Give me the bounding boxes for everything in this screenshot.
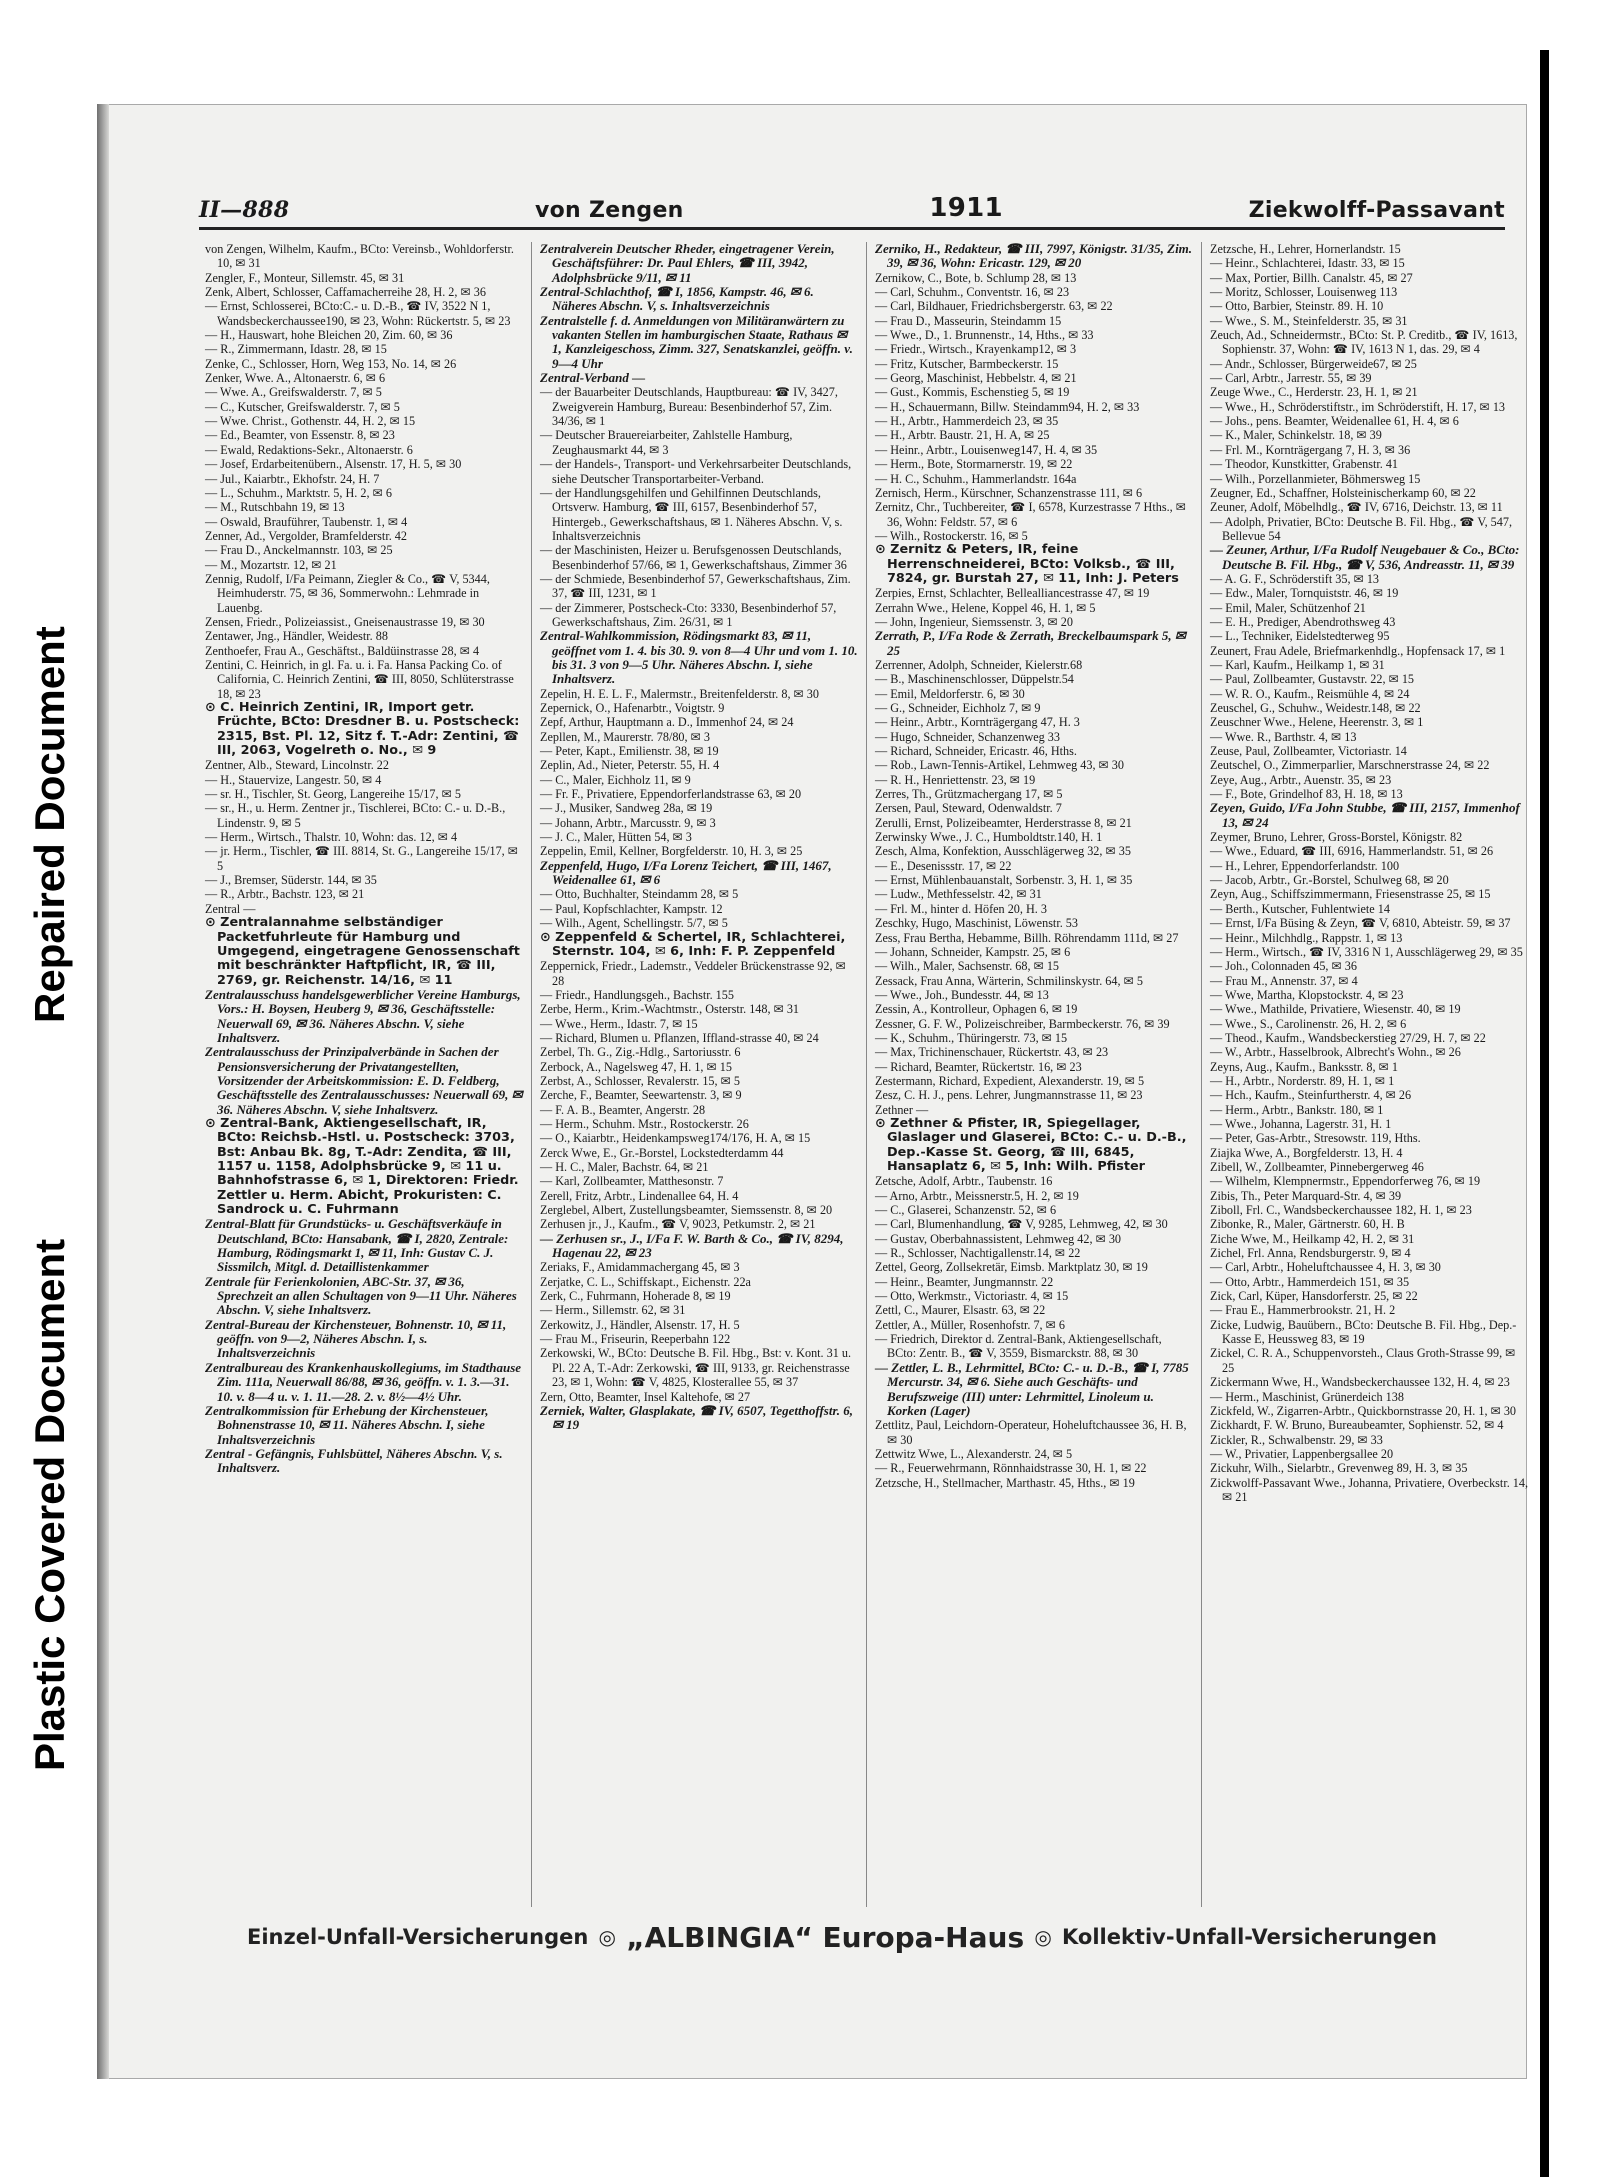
header-right-name: Ziekwolff-Passavant [1248,198,1505,223]
directory-entry: Zenker, Wwe. A., Altonaerstr. 6, ✉ 6 [205,371,386,386]
directory-entry: ⊙ Zethner & Pfister, IR, Spiegellager, Glaslager und Glaserei, BCto: C.- u. D.-B., Dep.-Kasse St. Georg, ☎ III, 6845, Hansaplatz 6, ✉ 5, Inh: Wilh. Pfister [875,1115,1187,1174]
directory-entry: — Wwe., H., Schröderstiftstr., im Schröderstift, H. 17, ✉ 13 [1210,399,1506,414]
directory-entry: — E. H., Prediger, Abendrothsweg 43 [1210,614,1396,629]
directory-entry: — Wwe., Joh., Bundesstr. 44, ✉ 13 [875,987,1049,1002]
directory-entry: Zickfeld, W., Zigarren-Arbtr., Quickbornstrasse 20, H. 1, ✉ 30 [1210,1403,1517,1418]
directory-entry: — der Schmiede, Besenbinderhof 57, Gewerkschaftshaus, Zim. 37, ☎ III, 1231, ✉ 1 [540,571,851,601]
directory-entry: Zeutschel, O., Zimmerparlier, Marschnerstrasse 24, ✉ 22 [1210,758,1490,773]
directory-entry: — Gustav, Oberbahnassistent, Lehmweg 42, ✉ 30 [875,1231,1122,1246]
directory-columns [197,242,1537,1907]
directory-entry: — Wwe., S., Carolinenstr. 26, H. 2, ✉ 6 [1210,1016,1407,1031]
directory-entry: Zerres, Th., Grützmachergang 17, ✉ 5 [875,787,1063,802]
directory-entry: Zennig, Rudolf, I/Fa Peimann, Ziegler & Co., ☎ V, 5344, Heimhuderstr. 75, ✉ 36, Sommerwohn.: Lehmrade in Lauenbg. [205,571,490,615]
directory-entry: — F., Bote, Grindelhof 83, H. 18, ✉ 13 [1210,787,1403,802]
directory-entry: — Otto, Barbier, Steinstr. 89. H. 10 [1210,299,1384,314]
directory-entry: Zettel, Georg, Zollsekretär, Eimsb. Marktplatz 30, ✉ 19 [875,1260,1148,1275]
directory-entry: — John, Ingenieur, Siemssenstr. 3, ✉ 20 [875,614,1073,629]
directory-entry: Zibis, Th., Peter Marquard-Str. 4, ✉ 39 [1210,1188,1402,1203]
directory-entry: Zentralausschuss handelsgewerblicher Vereine Hamburgs, Vors.: H. Boysen, Heuberg 9, ✉ 36, Geschäftsstelle: Neuerwall 69, ✉ 36. Näheres Abschn. V, siehe Inhaltsverz. [205,986,521,1045]
directory-entry: Zerpies, Ernst, Schlachter, Bellealliancestrasse 47, ✉ 19 [875,586,1150,601]
directory-entry: — Ernst, I/Fa Büsing & Zeyn, ☎ V, 6810, Abteistr. 59, ✉ 37 [1210,916,1511,931]
directory-entry: — jr. Herm., Tischler, ☎ III. 8814, St. G., Langereihe 15/17, ✉ 5 [205,844,518,873]
directory-entry: — Paul, Kopfschlachter, Kampstr. 12 [540,901,723,916]
footer-left-text: Einzel-Unfall-Versicherungen [247,1925,589,1949]
directory-entry: Zentralkommission für Erhebung der Kirchensteuer, Bohnenstrasse 10, ✉ 11. Näheres Abschn. I, siehe Inhaltsverzeichnis [205,1402,489,1447]
directory-entry: — H., Arbtr., Norderstr. 89, H. 1, ✉ 1 [1210,1073,1395,1088]
directory-entry: Zess, Frau Bertha, Hebamme, Billh. Röhrendamm 111d, ✉ 27 [875,930,1179,945]
directory-entry: Zepelin, H. E. L. F., Malermstr., Breitenfelderstr. 8, ✉ 30 [540,686,819,701]
directory-entry: — Ewald, Redaktions-Sekr., Altonaerstr. 6 [205,442,413,457]
directory-entry: — Heinr., Arbtr., Louisenweg147, H. 4, ✉ 35 [875,442,1098,457]
directory-entry: Ziche Wwe, M., Heilkamp 42, H. 2, ✉ 31 [1210,1231,1415,1246]
directory-entry: — Herm., Maschinist, Grünerdeich 138 [1210,1389,1404,1404]
directory-entry: Zentini, C. Heinrich, in gl. Fa. u. i. Fa. Hansa Packing Co. of California, C. Heinrich Zentini, ☎ III, 8050, Schlüterstrasse 18, ✉ 23 [205,657,514,701]
directory-entry: — Wilh., Agent, Schellingstr. 5/7, ✉ 5 [540,916,728,931]
directory-entry: — Frau D., Masseurin, Steindamm 15 [875,313,1062,328]
directory-entry: — Herm., Arbtr., Bankstr. 180, ✉ 1 [1210,1102,1384,1117]
directory-entry: — M., Rutschbahn 19, ✉ 13 [205,500,345,515]
directory-entry: — Fritz, Kutscher, Barmbeckerstr. 15 [875,356,1059,371]
directory-entry: — Johann, Arbtr., Marcusstr. 9, ✉ 3 [540,815,716,830]
directory-entry: Zerbel, Th. G., Zig.-Hdlg., Sartoriusstr. 6 [540,1045,741,1060]
directory-entry: Zerniko, H., Redakteur, ☎ III, 7997, Königstr. 31/35, Zim. 39, ✉ 36, Wohn: Ericastr. 129, ✉ 20 [875,242,1193,271]
directory-entry: Zeriaks, F., Amidammachergang 45, ✉ 3 [540,1260,740,1275]
page-content [97,104,1527,2079]
directory-column-3 [867,242,1202,1907]
directory-entry: — F. A. B., Beamter, Angerstr. 28 [540,1102,706,1117]
directory-entry: Zerrahn Wwe., Helene, Koppel 46, H. 1, ✉ 5 [875,600,1096,615]
directory-entry: Zeschky, Hugo, Maschinist, Löwenstr. 53 [875,916,1078,931]
directory-entry: Zeugner, Ed., Schaffner, Holsteinischerkamp 60, ✉ 22 [1210,485,1476,500]
directory-entry: — Wwe., S. M., Steinfelderstr. 35, ✉ 31 [1210,313,1408,328]
directory-entry: — L., Techniker, Eidelstedterweg 95 [1210,629,1390,644]
advertisement-footer [247,1919,1437,1955]
directory-entry: — H., Schauermann, Billw. Steindamm94, H. 2, ✉ 33 [875,399,1140,414]
directory-entry: Zensen, Friedr., Polizeiassist., Gneisenaustrasse 19, ✉ 30 [205,614,485,629]
directory-entry: Zessin, A., Kontrolleur, Ophagen 6, ✉ 19 [875,1002,1078,1017]
directory-entry: — Wilh., Porzellanmieter, Böhmersweg 15 [1210,471,1421,486]
directory-entry: — R., Arbtr., Bachstr. 123, ✉ 21 [205,887,365,902]
directory-entry: Zeye, Aug., Arbtr., Auenstr. 35, ✉ 23 [1210,772,1392,787]
directory-entry: Zeppelin, Emil, Kellner, Borgfelderstr. 10, H. 3, ✉ 25 [540,844,803,859]
directory-entry: — Paul, Zollbeamter, Gustavstr. 22, ✉ 15 [1210,672,1415,687]
directory-entry: — Moritz, Schlosser, Louisenweg 113 [1210,285,1398,300]
directory-entry: — W., Arbtr., Hasselbrook, Albrecht's Wohn., ✉ 26 [1210,1045,1461,1060]
directory-entry: — Otto, Buchhalter, Steindamm 28, ✉ 5 [540,887,739,902]
directory-entry: Zettlitz, Paul, Leichdorn-Operateur, Hoheluftchaussee 36, H. B, ✉ 30 [875,1418,1187,1447]
directory-entry: — Carl, Arbtr., Jarrestr. 55, ✉ 39 [1210,371,1372,386]
directory-entry: Zerbock, A., Nagelsweg 47, H. 1, ✉ 15 [540,1059,732,1074]
directory-entry: — Wwe., Herm., Idastr. 7, ✉ 15 [540,1016,698,1031]
directory-entry: — Andr., Schlosser, Bürgerweide67, ✉ 25 [1210,356,1417,371]
directory-entry: — Deutscher Brauereiarbeiter, Zahlstelle Hamburg, Zeughausmarkt 44, ✉ 3 [540,428,793,457]
directory-entry: Zerwinsky Wwe., J. C., Humboldtstr.140, H. 1 [875,830,1103,845]
directory-entry: Zessner, G. F. W., Polizeischreiber, Barmbeckerstr. 76, ✉ 39 [875,1016,1170,1031]
directory-entry: — Wwe., D., 1. Brunnenstr., 14, Hths., ✉ 33 [875,328,1094,343]
directory-entry: Zernitz, Chr., Tuchbereiter, ☎ I, 6578, Kurzestrasse 7 Hths., ✉ 36, Wohn: Feldstr. 57, ✉ 6 [875,500,1186,529]
directory-entry: — Otto, Werkmstr., Victoriastr. 4, ✉ 15 [875,1289,1069,1304]
directory-entry: — Wwe. A., Greifswalderstr. 7, ✉ 5 [205,385,382,400]
directory-entry: — Herm., Sillemstr. 62, ✉ 31 [540,1303,686,1318]
directory-entry: — Jul., Kaiarbtr., Ekhofstr. 24, H. 7 [205,471,380,486]
directory-entry: — Carl, Schuhm., Conventstr. 16, ✉ 23 [875,285,1070,300]
directory-entry: — Gust., Kommis, Eschenstieg 5, ✉ 19 [875,385,1070,400]
directory-entry: — Peter, Kapt., Emilienstr. 38, ✉ 19 [540,744,719,759]
directory-entry: Zerell, Fritz, Arbtr., Lindenallee 64, H. 4 [540,1188,739,1203]
directory-entry: Zeyen, Guido, I/Fa John Stubbe, ☎ III, 2157, Immenhof 13, ✉ 24 [1210,800,1520,830]
directory-entry: — G., Schneider, Eichholz 7, ✉ 9 [875,701,1041,715]
directory-entry: — H., Stauervize, Langestr. 50, ✉ 4 [205,772,382,787]
directory-entry: Zichel, Frl. Anna, Rendsburgerstr. 9, ✉ 4 [1210,1246,1411,1261]
directory-entry: — Wwe., Eduard, ☎ III, 6916, Hammerlandstr. 51, ✉ 26 [1210,844,1494,859]
directory-entry: Zeymer, Bruno, Lehrer, Gross-Borstel, Königstr. 82 [1210,830,1463,845]
directory-entry: Zerkowski, W., BCto: Deutsche B. Fil. Hbg., Bst: v. Kont. 31 u. Pl. 22 A, T.-Adr: Zerkowski, ☎ III, 9133, gr. Reichenstrasse 23, ✉ 1, Wohn: ☎ V, 4825, Klosterallee 55, ✉ 37 [540,1346,852,1390]
repaired-document-label: Repaired Document [26,626,73,1024]
directory-entry: Zerjatke, C. L., Schiffskapt., Eichenstr. 22a [540,1274,751,1289]
directory-entry: — Arno, Arbtr., Meissnerstr.5, H. 2, ✉ 19 [875,1188,1079,1203]
directory-entry: Zentral-Verband — [540,370,646,386]
plastic-covered-document-label: Plastic Covered Document [26,1238,73,1772]
directory-entry: ⊙ C. Heinrich Zentini, IR, Import getr. Früchte, BCto: Dresdner B. u. Postscheck: 2315, Bst. Pl. 12, Sitz f. T.-Adr: Zentini, ☎ III, 2063, Vogelreth o. No., ✉ 9 [205,700,520,759]
directory-entry: — Herm., Schuhm. Mstr., Rostockerstr. 26 [540,1116,749,1131]
directory-entry: Zepllen, M., Maurerstr. 78/80, ✉ 3 [540,729,710,744]
directory-entry: — Max, Trichinenschauer, Rückertstr. 43, ✉ 23 [875,1045,1109,1060]
directory-entry: — Herm., Wirtsch., ☎ IV, 3316 N 1, Ausschlägerweg 29, ✉ 35 [1210,944,1523,959]
directory-entry: ⊙ Zeppenfeld & Schertel, IR, Schlachterei, Sternstr. 104, ✉ 6, Inh: F. P. Zeppenfeld [540,929,846,959]
directory-entry: — Friedr., Handlungsgeh., Bachstr. 155 [540,987,734,1002]
directory-entry: von Zengen, Wilhelm, Kaufm., BCto: Vereinsb., Wohldorferstr. 10, ✉ 31 [205,242,514,271]
directory-entry: — C., Maler, Eichholz 11, ✉ 9 [540,772,691,787]
directory-entry: Zickwolff-Passavant Wwe., Johanna, Privatiere, Overbeckstr. 14, ✉ 21 [1210,1475,1529,1504]
directory-entry: — Karl, Zollbeamter, Matthesonstr. 7 [540,1174,724,1189]
directory-entry: Zeunert, Frau Adele, Briefmarkenhdlg., Hopfensack 17, ✉ 1 [1210,643,1506,658]
directory-entry: Zenthoefer, Frau A., Geschäftst., Baldüinstrasse 28, ✉ 4 [205,643,480,658]
directory-entry: — A. G. F., Schröderstift 35, ✉ 13 [1210,571,1380,586]
directory-entry: Zerhusen jr., J., Kaufm., ☎ V, 9023, Petkumstr. 2, ✉ 21 [540,1217,816,1232]
directory-entry: — Jacob, Arbtr., Gr.-Borstel, Schulweg 68, ✉ 20 [1210,873,1449,888]
directory-entry: — Johann, Schneider, Kampstr. 25, ✉ 6 [875,944,1071,959]
directory-entry: — Joh., Colonnaden 45, ✉ 36 [1210,959,1357,974]
footer-middle-text: „ALBINGIA“ Europa-Haus [626,1920,1025,1954]
directory-entry: — Zerhusen sr., J., I/Fa F. W. Barth & Co., ☎ IV, 8294, Hagenau 22, ✉ 23 [540,1230,844,1261]
directory-entry: — C., Glaserei, Schanzenstr. 52, ✉ 6 [875,1203,1057,1218]
directory-entry: Zetsche, Adolf, Arbtr., Taubenstr. 16 [875,1174,1053,1189]
directory-entry: Zeuner, Adolf, Möbelhdlg., ☎ IV, 6716, Deichstr. 13, ✉ 11 [1210,500,1503,515]
directory-entry: — L., Schuhm., Marktstr. 5, H. 2, ✉ 6 [205,485,392,500]
directory-entry: Zernisch, Herm., Kürschner, Schanzenstrasse 111, ✉ 6 [875,485,1143,500]
directory-entry: — der Maschinisten, Heizer u. Berufsgenossen Deutschlands, Besenbinderhof 57/66, ✉ 1, Gewerkschaftshaus, Zimmer 36 [540,543,847,572]
directory-entry: — Friedrich, Direktor d. Zentral-Bank, Aktiengesellschaft, BCto: Zentr. B., ☎ V, 3559, Bismarckstr. 88, ✉ 30 [875,1332,1162,1361]
directory-entry: Zestermann, Richard, Expedient, Alexanderstr. 19, ✉ 5 [875,1073,1145,1088]
directory-entry: — H., Arbtr. Baustr. 21, H. A, ✉ 25 [875,428,1050,443]
directory-entry: — der Bauarbeiter Deutschlands, Hauptbureau: ☎ IV, 3427, Zweigverein Hamburg, Bureau: Besenbinderhof 57, Zim. 34/36, ✉ 1 [540,385,838,429]
directory-entry: Zickuhr, Wilh., Sielarbtr., Grevenweg 89, H. 3, ✉ 35 [1210,1461,1468,1476]
directory-entry: — Zettler, L. B., Lehrmittel, BCto: C.- u. D.-B., ☎ I, 7785 Mercurstr. 34, ✉ 6. Siehe auch Geschäfts- und Berufszweige (III) unter: Lehrmittel, Linoleum u. Korken (Lager) [875,1359,1189,1418]
directory-column-2 [532,242,867,1907]
directory-entry: Zeuschel, G., Schuhw., Weidestr.148, ✉ 22 [1210,701,1421,715]
footer-right-text: Kollektiv-Unfall-Versicherungen [1062,1925,1437,1949]
directory-entry: Zentralbureau des Krankenhauskollegiums, im Stadthause Zim. 111a, Neuerwall 86/88, ✉ 36, geöffn. v. 1. 3.—31. 10. v. 8—4 u. v. 1. 11.—28. 2. v. 8½—4½ Uhr. [205,1359,522,1404]
directory-entry: Zerck Wwe, E., Gr.-Borstel, Lockstedterdamm 44 [540,1145,784,1160]
directory-entry: Zentral-Blatt für Grundstücks- u. Geschäftsverkäufe in Deutschland, BCto: Hansabank, ☎ I, 2820, Zentrale: Hamburg, Rödingsmarkt 1, ✉ 11, Inh: Gustav C. J. Sissmilch, Mitgl. d. Detaillistenkammer [205,1216,509,1275]
directory-entry: — Rob., Lawn-Tennis-Artikel, Lehmweg 43, ✉ 30 [875,758,1124,773]
directory-entry: — K., Schuhm., Thüringerstr. 73, ✉ 15 [875,1030,1068,1045]
directory-entry: — R., Schlosser, Nachtigallenstr.14, ✉ 22 [875,1246,1081,1261]
directory-entry: Zettwitz Wwe, L., Alexanderstr. 24, ✉ 5 [875,1446,1073,1461]
header-left-name: von Zengen [535,198,684,223]
directory-entry: — Berth., Kutscher, Fuhlentwiete 14 [1210,901,1390,916]
directory-entry: — Wwe. Christ., Gothenstr. 44, H. 2, ✉ 15 [205,414,416,429]
directory-entry: — W., Privatier, Lappenbergsallee 20 [1210,1446,1394,1461]
directory-entry: — Ed., Beamter, von Essenstr. 8, ✉ 23 [205,428,395,443]
directory-entry: — H., Arbtr., Hammerdeich 23, ✉ 35 [875,414,1059,429]
directory-entry: — Carl, Arbtr., Hoheluftchaussee 4, H. 3, ✉ 30 [1210,1260,1441,1275]
header-year: 1911 [929,193,1003,223]
directory-entry: — E., Desenissstr. 17, ✉ 22 [875,858,1012,873]
directory-entry: — Wilhelm, Klempnermstr., Eppendorferweg 76, ✉ 19 [1210,1174,1481,1189]
directory-entry: — Max, Portier, Billh. Canalstr. 45, ✉ 27 [1210,270,1413,285]
directory-entry: Zettl, C., Maurer, Elsastr. 63, ✉ 22 [875,1303,1046,1318]
directory-entry: — der Handels-, Transport- und Verkehrsarbeiter Deutschlands, siehe Deutscher Transportarbeiter-Verband. [540,457,852,486]
directory-entry: Zentawer, Jng., Händler, Weidestr. 88 [205,629,388,644]
directory-entry: Zersen, Paul, Steward, Odenwaldstr. 7 [875,801,1062,816]
page-number: II—888 [199,197,290,223]
directory-entry: — Peter, Gas-Arbtr., Stresowstr. 119, Hths. [1210,1131,1421,1146]
directory-entry: Zibell, W., Zollbeamter, Pinnebergerweg 46 [1210,1160,1424,1174]
directory-entry: ⊙ Zentralannahme selbständiger Packetfuhrleute für Hamburg und Umgegend, eingetragene Genossenschaft mit beschränkter Haftpflicht, IR, ☎ III, 2769, gr. Reichenstr. 14/16, ✉ 11 [205,915,520,988]
directory-entry: — H. C., Schuhm., Hammerlandstr. 164a [875,471,1077,486]
directory-entry: — K., Maler, Schinkelstr. 18, ✉ 39 [1210,428,1382,443]
directory-entry: — Richard, Beamter, Rückertstr. 16, ✉ 23 [875,1059,1082,1074]
footer-bullet-icon: ◎ [1034,1925,1052,1949]
directory-entry: — Fr. F., Privatiere, Eppendorferlandstrasse 63, ✉ 20 [540,787,802,802]
directory-entry: — Heinr., Beamter, Jungmannstr. 22 [875,1274,1054,1289]
directory-entry: Zibonke, R., Maler, Gärtnerstr. 60, H. B [1210,1217,1405,1232]
page-header [199,186,1505,230]
directory-entry: Zentral-Wahlkommission, Rödingsmarkt 83, ✉ 11, geöffnet vom 1. 4. bis 30. 9. von 8—4 Uhr und vom 1. 10. bis 31. 3 von 9—5 Uhr. Näheres Abschn. I, siehe Inhaltsverz. [540,628,858,687]
directory-entry: — Frau M., Friseurin, Reeperbahn 122 [540,1332,731,1347]
directory-column-1 [197,242,532,1907]
directory-entry: Zenner, Ad., Vergolder, Bramfelderstr. 42 [205,528,407,543]
directory-entry: Zern, Otto, Beamter, Insel Kaltehofe, ✉ 27 [540,1389,751,1404]
directory-entry: — Wwe., Mathilde, Privatiere, Wiesenstr. 40, ✉ 19 [1210,1002,1461,1017]
directory-entry: Zessack, Frau Anna, Wärterin, Schmilinskystr. 64, ✉ 5 [875,973,1143,988]
directory-entry: Zentral - Gefängnis, Fuhlsbüttel, Näheres Abschn. V, s. Inhaltsverz. [205,1445,503,1476]
directory-entry: Zeuge Wwe., C., Herderstr. 23, H. 1, ✉ 21 [1210,385,1418,400]
directory-entry: — H., Hauswart, hohe Bleichen 20, Zim. 60, ✉ 36 [205,328,453,343]
directory-entry: — Heinr., Schlachterei, Idastr. 33, ✉ 15 [1210,256,1405,271]
directory-entry: — R., Zimmermann, Idastr. 28, ✉ 15 [205,342,387,357]
directory-entry: — Hugo, Schneider, Schanzenweg 33 [875,729,1060,744]
directory-entry: Zerglebel, Albert, Zustellungsbeamter, Siemssenstr. 8, ✉ 20 [540,1203,833,1218]
directory-entry: — der Handlungsgehilfen und Gehilfinnen Deutschlands, Ortsverw. Hamburg, ☎ III, 6157, Besenbinderhof 57, Hintergeb., Gewerkschaftshaus, ✉ 1. Näheres Abschn. V, s. Inhaltsverzeichnis [540,485,843,543]
directory-entry: Zerbe, Herm., Krim.-Wachtmstr., Osterstr. 148, ✉ 31 [540,1002,800,1017]
directory-entry: Zerulli, Ernst, Polizeibeamter, Herderstrasse 8, ✉ 21 [875,815,1132,830]
directory-entry: — Ernst, Mühlenbauanstalt, Sorbenstr. 3, H. 1, ✉ 35 [875,873,1133,888]
directory-entry: Zeyns, Aug., Kaufm., Banksstr. 8, ✉ 1 [1210,1059,1398,1074]
directory-entry: Zerniek, Walter, Glasplakate, ☎ IV, 6507, Tegetthoffstr. 6, ✉ 19 [540,1402,854,1433]
directory-entry: — Herm., Bote, Stormarnerstr. 19, ✉ 22 [875,457,1073,472]
directory-entry: — J. C., Maler, Hütten 54, ✉ 3 [540,830,692,845]
directory-entry: Zentner, Alb., Steward, Lincolnstr. 22 [205,758,389,773]
directory-entry: — Carl, Blumenhandlung, ☎ V, 9285, Lehmweg, 42, ✉ 30 [875,1217,1168,1232]
directory-entry: — Adolph, Privatier, BCto: Deutsche B. Fil. Hbg., ☎ V, 547, Bellevue 54 [1210,514,1513,543]
directory-entry: — Hch., Kaufm., Steinfurtherstr. 4, ✉ 26 [1210,1088,1412,1103]
directory-entry: Zeplin, Ad., Nieter, Peterstr. 55, H. 4 [540,758,720,773]
directory-entry: — Emil, Meldorferstr. 6, ✉ 30 [875,686,1025,701]
directory-entry: Zeppernick, Friedr., Lademstr., Veddeler Brückenstrasse 92, ✉ 28 [540,959,846,988]
directory-entry: Zerrenner, Adolph, Schneider, Kielerstr.68 [875,657,1083,672]
directory-entry: — O., Kaiarbtr., Heidenkampsweg174/176, H. A, ✉ 15 [540,1131,811,1146]
directory-entry: — Frl. M., Kornträgergang 7, H. 3, ✉ 36 [1210,442,1411,457]
directory-entry: Zetzsche, H., Stellmacher, Marthastr. 45, Hths., ✉ 19 [875,1475,1135,1490]
directory-entry: Zerrath, P., I/Fa Rode & Zerrath, Breckelbaumspark 5, ✉ 25 [875,628,1186,658]
directory-entry: Zenk, Albert, Schlosser, Caffamacherreihe 28, H. 2, ✉ 36 [205,285,486,300]
directory-entry: Zick, Carl, Küper, Hansdorferstr. 25, ✉ 22 [1210,1289,1418,1304]
directory-entry: Zetzsche, H., Lehrer, Hornerlandstr. 15 [1210,242,1401,256]
directory-entry: Zicke, Ludwig, Bauübern., BCto: Deutsche B. Fil. Hbg., Dep.-Kasse E, Heussweg 83, ✉ 19 [1210,1317,1517,1347]
directory-entry: — R., Feuerwehrmann, Rönnhaidstrasse 30, H. 1, ✉ 22 [875,1461,1147,1476]
directory-entry: Zentralverein Deutscher Rheder, eingetragener Verein, Geschäftsführer: Dr. Paul Ehlers, ☎ III, 3942, Adolphsbrücke 9/11, ✉ 11 [540,242,835,285]
footer-bullet-icon: ◎ [598,1925,616,1949]
directory-entry: — R. H., Henriettenstr. 23, ✉ 19 [875,772,1036,787]
directory-entry: — Friedr., Wirtsch., Krayenkamp12, ✉ 3 [875,342,1077,357]
directory-entry: — Zeuner, Arthur, I/Fa Rudolf Neugebauer & Co., BCto: Deutsche B. Fil. Hbg., ☎ V, 536, Andreasstr. 11, ✉ 39 [1210,542,1520,572]
directory-entry: Zeyn, Aug., Schiffszimmermann, Friesenstrasse 25, ✉ 15 [1210,887,1491,902]
directory-entry: Zerche, F., Beamter, Seewartenstr. 3, ✉ 9 [540,1088,742,1103]
directory-entry: — Frl. M., hinter d. Höfen 20, H. 3 [875,901,1047,916]
directory-entry: Zerkowitz, J., Händler, Alsenstr. 17, H. 5 [540,1317,740,1332]
directory-entry: — Otto, Arbtr., Hammerdeich 151, ✉ 35 [1210,1274,1410,1289]
directory-entry: Zeuse, Paul, Zollbeamter, Victoriastr. 14 [1210,744,1407,759]
directory-entry: — Wwe. R., Barthstr. 4, ✉ 13 [1210,729,1357,744]
directory-entry: — J., Musiker, Sandweg 28a, ✉ 19 [540,801,713,816]
directory-entry: — Frau M., Annenstr. 37, ✉ 4 [1210,973,1358,988]
directory-entry: — sr., H., u. Herm. Zentner jr., Tischlerei, BCto: C.- u. D.-B., Lindenstr. 9, ✉ 5 [205,801,506,830]
directory-entry: Zepf, Arthur, Hauptmann a. D., Immenhof 24, ✉ 24 [540,715,794,730]
directory-entry: — Oswald, Brauführer, Taubenstr. 1, ✉ 4 [205,514,408,529]
directory-entry: — Emil, Maler, Schützenhof 21 [1210,600,1366,615]
directory-entry: — Josef, Erdarbeitenübern., Alsenstr. 17, H. 5, ✉ 30 [205,457,462,472]
directory-entry: Zesch, Alma, Konfektion, Ausschlägerweg 32, ✉ 35 [875,844,1131,859]
directory-entry: Zettler, A., Müller, Rosenhofstr. 7, ✉ 6 [875,1317,1065,1332]
page-edge-strip [1540,50,1549,2177]
directory-entry: — Wwe, Martha, Klopstockstr. 4, ✉ 23 [1210,987,1404,1002]
directory-entry: — J., Bremser, Süderstr. 144, ✉ 35 [205,873,377,888]
directory-entry: Zentralstelle f. d. Anmeldungen von Militäranwärtern zu vakanten Stellen im hamburgischen Staate, Rathaus ✉ 1, Kanzleigeschoss, Zimm. 327, Senatskanzlei, geöffn. v. 9—4 Uhr [540,312,853,371]
directory-entry: Zentral-Bureau der Kirchensteuer, Bohnenstr. 10, ✉ 11, geöffn. von 9—2, Näheres Abschn. I, s. Inhaltsverzeichnis [205,1316,507,1361]
directory-entry: — Wilh., Maler, Sachsenstr. 68, ✉ 15 [875,959,1060,974]
directory-entry: — Theodor, Kunstkitter, Grabenstr. 41 [1210,457,1399,472]
directory-entry: Zepernick, O., Hafenarbtr., Voigtstr. 9 [540,701,725,715]
directory-entry: Zeppenfeld, Hugo, I/Fa Lorenz Teichert, ☎ III, 1467, Weidenallee 61, ✉ 6 [540,857,832,888]
directory-entry: Zeuch, Ad., Schneidermstr., BCto: St. P. Creditb., ☎ IV, 1613, Sophienstr. 37, Wohn: ☎ IV, 1613 N 1, das. 29, ✉ 4 [1210,328,1518,357]
directory-entry: — H. C., Maler, Bachstr. 64, ✉ 21 [540,1160,709,1174]
directory-entry: — Johs., pens. Beamter, Weidenallee 61, H. 4, ✉ 6 [1210,414,1459,429]
directory-entry: — Wilh., Rostockerstr. 16, ✉ 5 [875,528,1028,543]
directory-entry: — Richard, Blumen u. Pflanzen, Iffland-strasse 40, ✉ 24 [540,1030,819,1045]
directory-entry: Zernikow, C., Bote, b. Schlump 28, ✉ 13 [875,270,1077,285]
directory-entry: — B., Maschinenschlosser, Düppelstr.54 [875,672,1074,687]
directory-entry: — Frau E., Hammerbrookstr. 21, H. 2 [1210,1303,1396,1318]
directory-entry: — Carl, Bildhauer, Friedrichsbergerstr. 63, ✉ 22 [875,299,1113,314]
directory-entry: — Ludw., Methfesselstr. 42, ✉ 31 [875,887,1042,902]
directory-entry: — W. R. O., Kaufm., Reismühle 4, ✉ 24 [1210,686,1410,701]
directory-entry: Zickermann Wwe, H., Wandsbeckerchaussee 132, H. 4, ✉ 23 [1210,1375,1510,1390]
directory-entry: — Wwe., Johanna, Lagerstr. 31, H. 1 [1210,1116,1392,1131]
directory-entry: ⊙ Zernitz & Peters, IR, feine Herrenschneiderei, BCto: Volksb., ☎ III, 7824, gr. Burstah 27, ✉ 11, Inh: J. Peters [875,542,1179,586]
directory-entry: — H., Lehrer, Eppendorferlandstr. 100 [1210,858,1400,873]
directory-entry: Zickel, C. R. A., Schuppenvorsteh., Claus Groth-Strasse 99, ✉ 25 [1210,1346,1516,1375]
directory-entry: — Edw., Maler, Tornquiststr. 46, ✉ 19 [1210,586,1399,601]
directory-entry: — Ernst, Schlosserei, BCto:C.- u. D.-B., ☎ IV, 3522 N 1, Wandsbeckerchaussee190, ✉ 23, Wohn: Rückertstr. 5, ✉ 23 [205,299,511,328]
directory-entry: Ziajka Wwe, A., Borgfelderstr. 13, H. 4 [1210,1145,1403,1160]
directory-entry: Ziboll, Frl. C., Wandsbeckerchaussee 182, H. 1, ✉ 23 [1210,1203,1472,1218]
directory-entry: Zengler, F., Monteur, Sillemstr. 45, ✉ 31 [205,270,405,285]
directory-entry: — Heinr., Milchhdlg., Rappstr. 1, ✉ 13 [1210,930,1403,945]
directory-entry: — Richard, Schneider, Ericastr. 46, Hths. [875,744,1077,759]
directory-column-4 [1202,242,1537,1907]
directory-entry: — Theod., Kaufm., Wandsbeckerstieg 27/29, H. 7, ✉ 22 [1210,1030,1486,1045]
directory-entry: — Heinr., Arbtr., Kornträgergang 47, H. 3 [875,715,1080,730]
directory-entry: — Herm., Wirtsch., Thalstr. 10, Wohn: das. 12, ✉ 4 [205,830,458,845]
directory-entry: Zentralausschuss der Prinzipalverbände in Sachen der Pensionsversicherung der Privatangestellten, Vorsitzender der Arbeitskommission: E. D. Feldberg, Geschäftsstelle des Zentralausschusses: Neuerwall 69, ✉ 36. Näheres Abschn. V, siehe Inhaltsverz. [205,1044,523,1117]
directory-entry: Zentral — [205,901,256,916]
directory-entry: — M., Mozartstr. 12, ✉ 21 [205,557,337,572]
directory-entry: Zethner — [875,1102,929,1117]
directory-entry: Zeuschner Wwe., Helene, Heerenstr. 3, ✉ 1 [1210,715,1424,730]
directory-entry: Zerk, C., Fuhrmann, Hoherade 8, ✉ 19 [540,1289,731,1304]
directory-entry: Zerbst, A., Schlosser, Revalerstr. 15, ✉ 5 [540,1073,740,1088]
directory-entry: Zentral-Schlachthof, ☎ I, 1856, Kampstr. 46, ✉ 6. Näheres Abschn. V, s. Inhaltsverzeichnis [540,284,814,314]
directory-entry: — der Zimmerer, Postscheck-Cto: 3330, Besenbinderhof 57, Gewerkschaftshaus, Zim. 26/31, ✉ 1 [540,600,837,629]
directory-entry: Zickhardt, F. W. Bruno, Bureaubeamter, Sophienstr. 52, ✉ 4 [1210,1418,1504,1433]
directory-entry: ⊙ Zentral-Bank, Aktiengesellschaft, IR, BCto: Reichsb.-Hstl. u. Postscheck: 3703, Bst: Anbau Bk. 8g, T.-Adr: Zendita, ☎ III, 1157 u. 1158, Adolphsbrücke 9, ✉ 11 u. Bahnhofstrasse 6, ✉ 1, Direktoren: Friedr. Zettler u. Herm. Abicht, Prokuristen: C. Sandrock u. C. Fuhrmann [205,1115,519,1218]
directory-entry: Zenke, C., Schlosser, Horn, Weg 153, No. 14, ✉ 26 [205,356,457,371]
directory-entry: — Frau D., Anckelmannstr. 103, ✉ 25 [205,543,393,558]
directory-entry: — sr. H., Tischler, St. Georg, Langereihe 15/17, ✉ 5 [205,787,461,802]
directory-entry: — Georg, Maschinist, Hebbelstr. 4, ✉ 21 [875,371,1077,386]
directory-entry: Zentrale für Ferienkolonien, ABC-Str. 37, ✉ 36, Sprechzeit an allen Schultagen von 9—11 Uhr. Näheres Abschn. V, siehe Inhaltsverz. [205,1273,517,1318]
directory-entry: Zesz, C. H. J., pens. Lehrer, Jungmannstrasse 11, ✉ 23 [875,1088,1143,1103]
directory-entry: Zickler, R., Schwalbenstr. 29, ✉ 33 [1210,1432,1383,1447]
directory-entry: — Karl, Kaufm., Heilkamp 1, ✉ 31 [1210,657,1385,672]
directory-entry: — C., Kutscher, Greifswalderstr. 7, ✉ 5 [205,399,400,414]
